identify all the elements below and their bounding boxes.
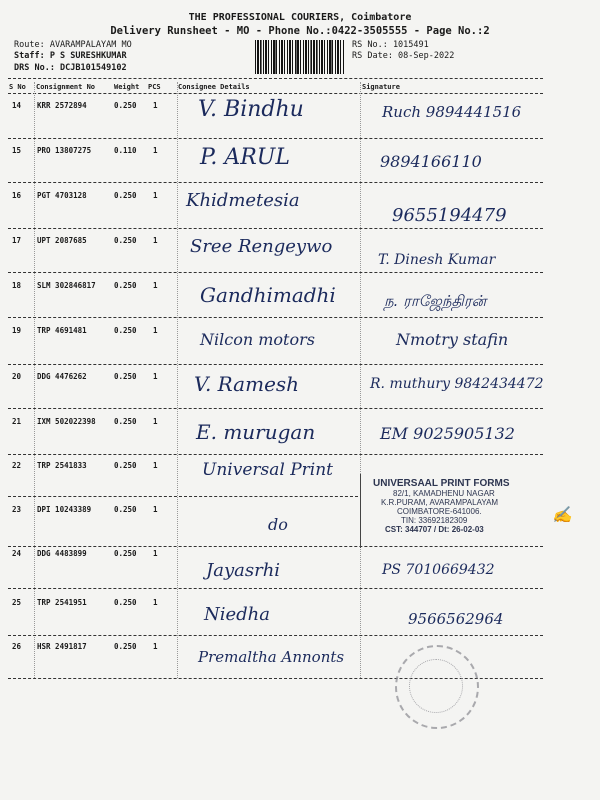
row-sno: 18	[12, 281, 22, 290]
column-header-signature: Signature	[362, 83, 400, 91]
row-divider	[8, 588, 543, 589]
row-pcs: 1	[153, 642, 158, 651]
row-consignment-no: HSR 2491817	[37, 642, 87, 651]
row-pcs: 1	[153, 417, 158, 426]
row-sno: 25	[12, 598, 22, 607]
row-pcs: 1	[153, 146, 158, 155]
receiver-signature: 9655194479	[392, 205, 507, 226]
row-sno: 21	[12, 417, 22, 426]
row-consignment-no: IXM 502022398	[37, 417, 96, 426]
consignee-name: V. Bindhu	[198, 97, 304, 122]
consignee-name: Sree Rengeywo	[190, 236, 333, 257]
row-sno: 24	[12, 549, 22, 558]
stamp-address-line: 82/1, KAMADHENU NAGAR	[393, 489, 495, 498]
row-sno: 20	[12, 372, 22, 381]
row-sno: 23	[12, 505, 22, 514]
stamp-address-line: K.R.PURAM, AVARAMPALAYAM	[381, 498, 499, 507]
row-pcs: 1	[153, 372, 158, 381]
stamp-cst: CST: 344707 / Dt: 26-02-03	[385, 525, 484, 534]
receiver-signature: Nmotry stafin	[396, 330, 509, 349]
receiver-signature: ந. ராஜேந்திரன்	[384, 292, 487, 310]
document-subtitle: Delivery Runsheet - MO - Phone No.:0422-3505555 - Page No.:2	[110, 25, 490, 37]
row-divider	[8, 182, 543, 183]
consignee-name: Premaltha Annonts	[198, 648, 345, 666]
consignee-name: Gandhimadhi	[200, 283, 336, 307]
consignee-name: Niedha	[204, 604, 271, 625]
consignee-name: Jayasrhi	[206, 560, 281, 581]
row-weight: 0.250	[114, 461, 137, 470]
receiver-signature: PS 7010669432	[382, 562, 495, 578]
row-consignment-no: DDG 4483899	[37, 549, 87, 558]
consignee-name: Universal Print	[202, 460, 333, 480]
row-consignment-no: TRP 2541951	[37, 598, 87, 607]
stamp-company-name: UNIVERSAAL PRINT FORMS	[373, 478, 510, 489]
row-weight: 0.250	[114, 281, 137, 290]
row-pcs: 1	[153, 191, 158, 200]
route-label: Route: AVARAMPALAYAM MO	[14, 40, 132, 50]
row-pcs: 1	[153, 549, 158, 558]
row-divider	[8, 408, 543, 409]
row-consignment-no: TRP 4691481	[37, 326, 87, 335]
row-sno: 15	[12, 146, 22, 155]
staff-label: Staff: P S SURESHKUMAR	[14, 51, 127, 61]
row-consignment-no: DDG 4476262	[37, 372, 87, 381]
row-weight: 0.110	[114, 146, 137, 155]
row-sno: 19	[12, 326, 22, 335]
row-pcs: 1	[153, 461, 158, 470]
header-divider-bottom	[8, 93, 543, 94]
row-sno: 17	[12, 236, 22, 245]
column-header-pcs: PCS	[148, 83, 161, 91]
row-pcs: 1	[153, 236, 158, 245]
row-weight: 0.250	[114, 505, 137, 514]
receiver-signature: EM 9025905132	[380, 424, 515, 443]
row-pcs: 1	[153, 101, 158, 110]
row-weight: 0.250	[114, 372, 137, 381]
receiver-signature: Ruch 9894441516	[382, 103, 522, 121]
row-divider	[8, 454, 543, 455]
row-divider	[8, 138, 543, 139]
consignee-name: V. Ramesh	[194, 372, 300, 396]
row-consignment-no: UPT 2087685	[37, 236, 87, 245]
row-consignment-no: KRR 2572894	[37, 101, 87, 110]
row-divider	[8, 364, 543, 365]
stamp-tin: TIN: 33692182309	[401, 516, 468, 525]
row-consignment-no: PGT 4703128	[37, 191, 87, 200]
column-header-consignment: Consignment No	[36, 83, 96, 91]
header-divider-top	[8, 78, 543, 79]
barcode-overlay	[258, 40, 344, 74]
row-pcs: 1	[153, 598, 158, 607]
row-consignment-no: DPI 10243389	[37, 505, 92, 514]
row-weight: 0.250	[114, 598, 137, 607]
row-divider	[8, 272, 543, 273]
consignee-name: E. murugan	[196, 420, 316, 444]
row-pcs: 1	[153, 281, 158, 290]
row-consignment-no: TRP 2541833	[37, 461, 87, 470]
drs-number: DRS No.: DCJB101549102	[14, 63, 127, 73]
row-sno: 14	[12, 101, 22, 110]
row-weight: 0.250	[114, 236, 137, 245]
consignee-name: do	[268, 515, 288, 534]
row-sno: 26	[12, 642, 22, 651]
rs-number: RS No.: 1015491	[352, 40, 429, 50]
row-pcs: 1	[153, 326, 158, 335]
stamp-address-line: COIMBATORE-641006.	[397, 507, 482, 516]
row-consignment-no: PRO 13807275	[37, 146, 92, 155]
row-consignment-no: SLM 302846817	[37, 281, 96, 290]
column-header-sno: S No	[9, 83, 26, 91]
row-sno: 16	[12, 191, 22, 200]
consignee-name: P. ARUL	[200, 145, 290, 170]
receiver-signature: 9566562964	[408, 610, 504, 628]
rs-date: RS Date: 08-Sep-2022	[352, 51, 455, 61]
document-title: THE PROFESSIONAL COURIERS, Coimbatore	[188, 12, 412, 23]
consignee-name: Khidmetesia	[186, 190, 300, 211]
receiver-signature: R. muthury 9842434472	[370, 376, 544, 392]
row-divider	[8, 317, 543, 318]
receiver-signature: 9894166110	[380, 152, 482, 171]
row-divider	[8, 496, 358, 497]
row-divider	[8, 635, 543, 636]
row-divider	[8, 228, 543, 229]
company-stamp	[360, 474, 561, 548]
consignee-name: Nilcon motors	[200, 330, 315, 349]
row-weight: 0.250	[114, 549, 137, 558]
row-weight: 0.250	[114, 101, 137, 110]
row-weight: 0.250	[114, 191, 137, 200]
row-pcs: 1	[153, 505, 158, 514]
receiver-signature: T. Dinesh Kumar	[378, 252, 496, 268]
column-header-details: Consignee Details	[178, 83, 250, 91]
column-header-weight: Weight	[114, 83, 140, 91]
stamp-signature-scribble: ✍	[552, 505, 572, 524]
row-weight: 0.250	[114, 642, 137, 651]
row-weight: 0.250	[114, 326, 137, 335]
row-sno: 22	[12, 461, 22, 470]
round-seal-stamp	[395, 645, 479, 729]
row-weight: 0.250	[114, 417, 137, 426]
